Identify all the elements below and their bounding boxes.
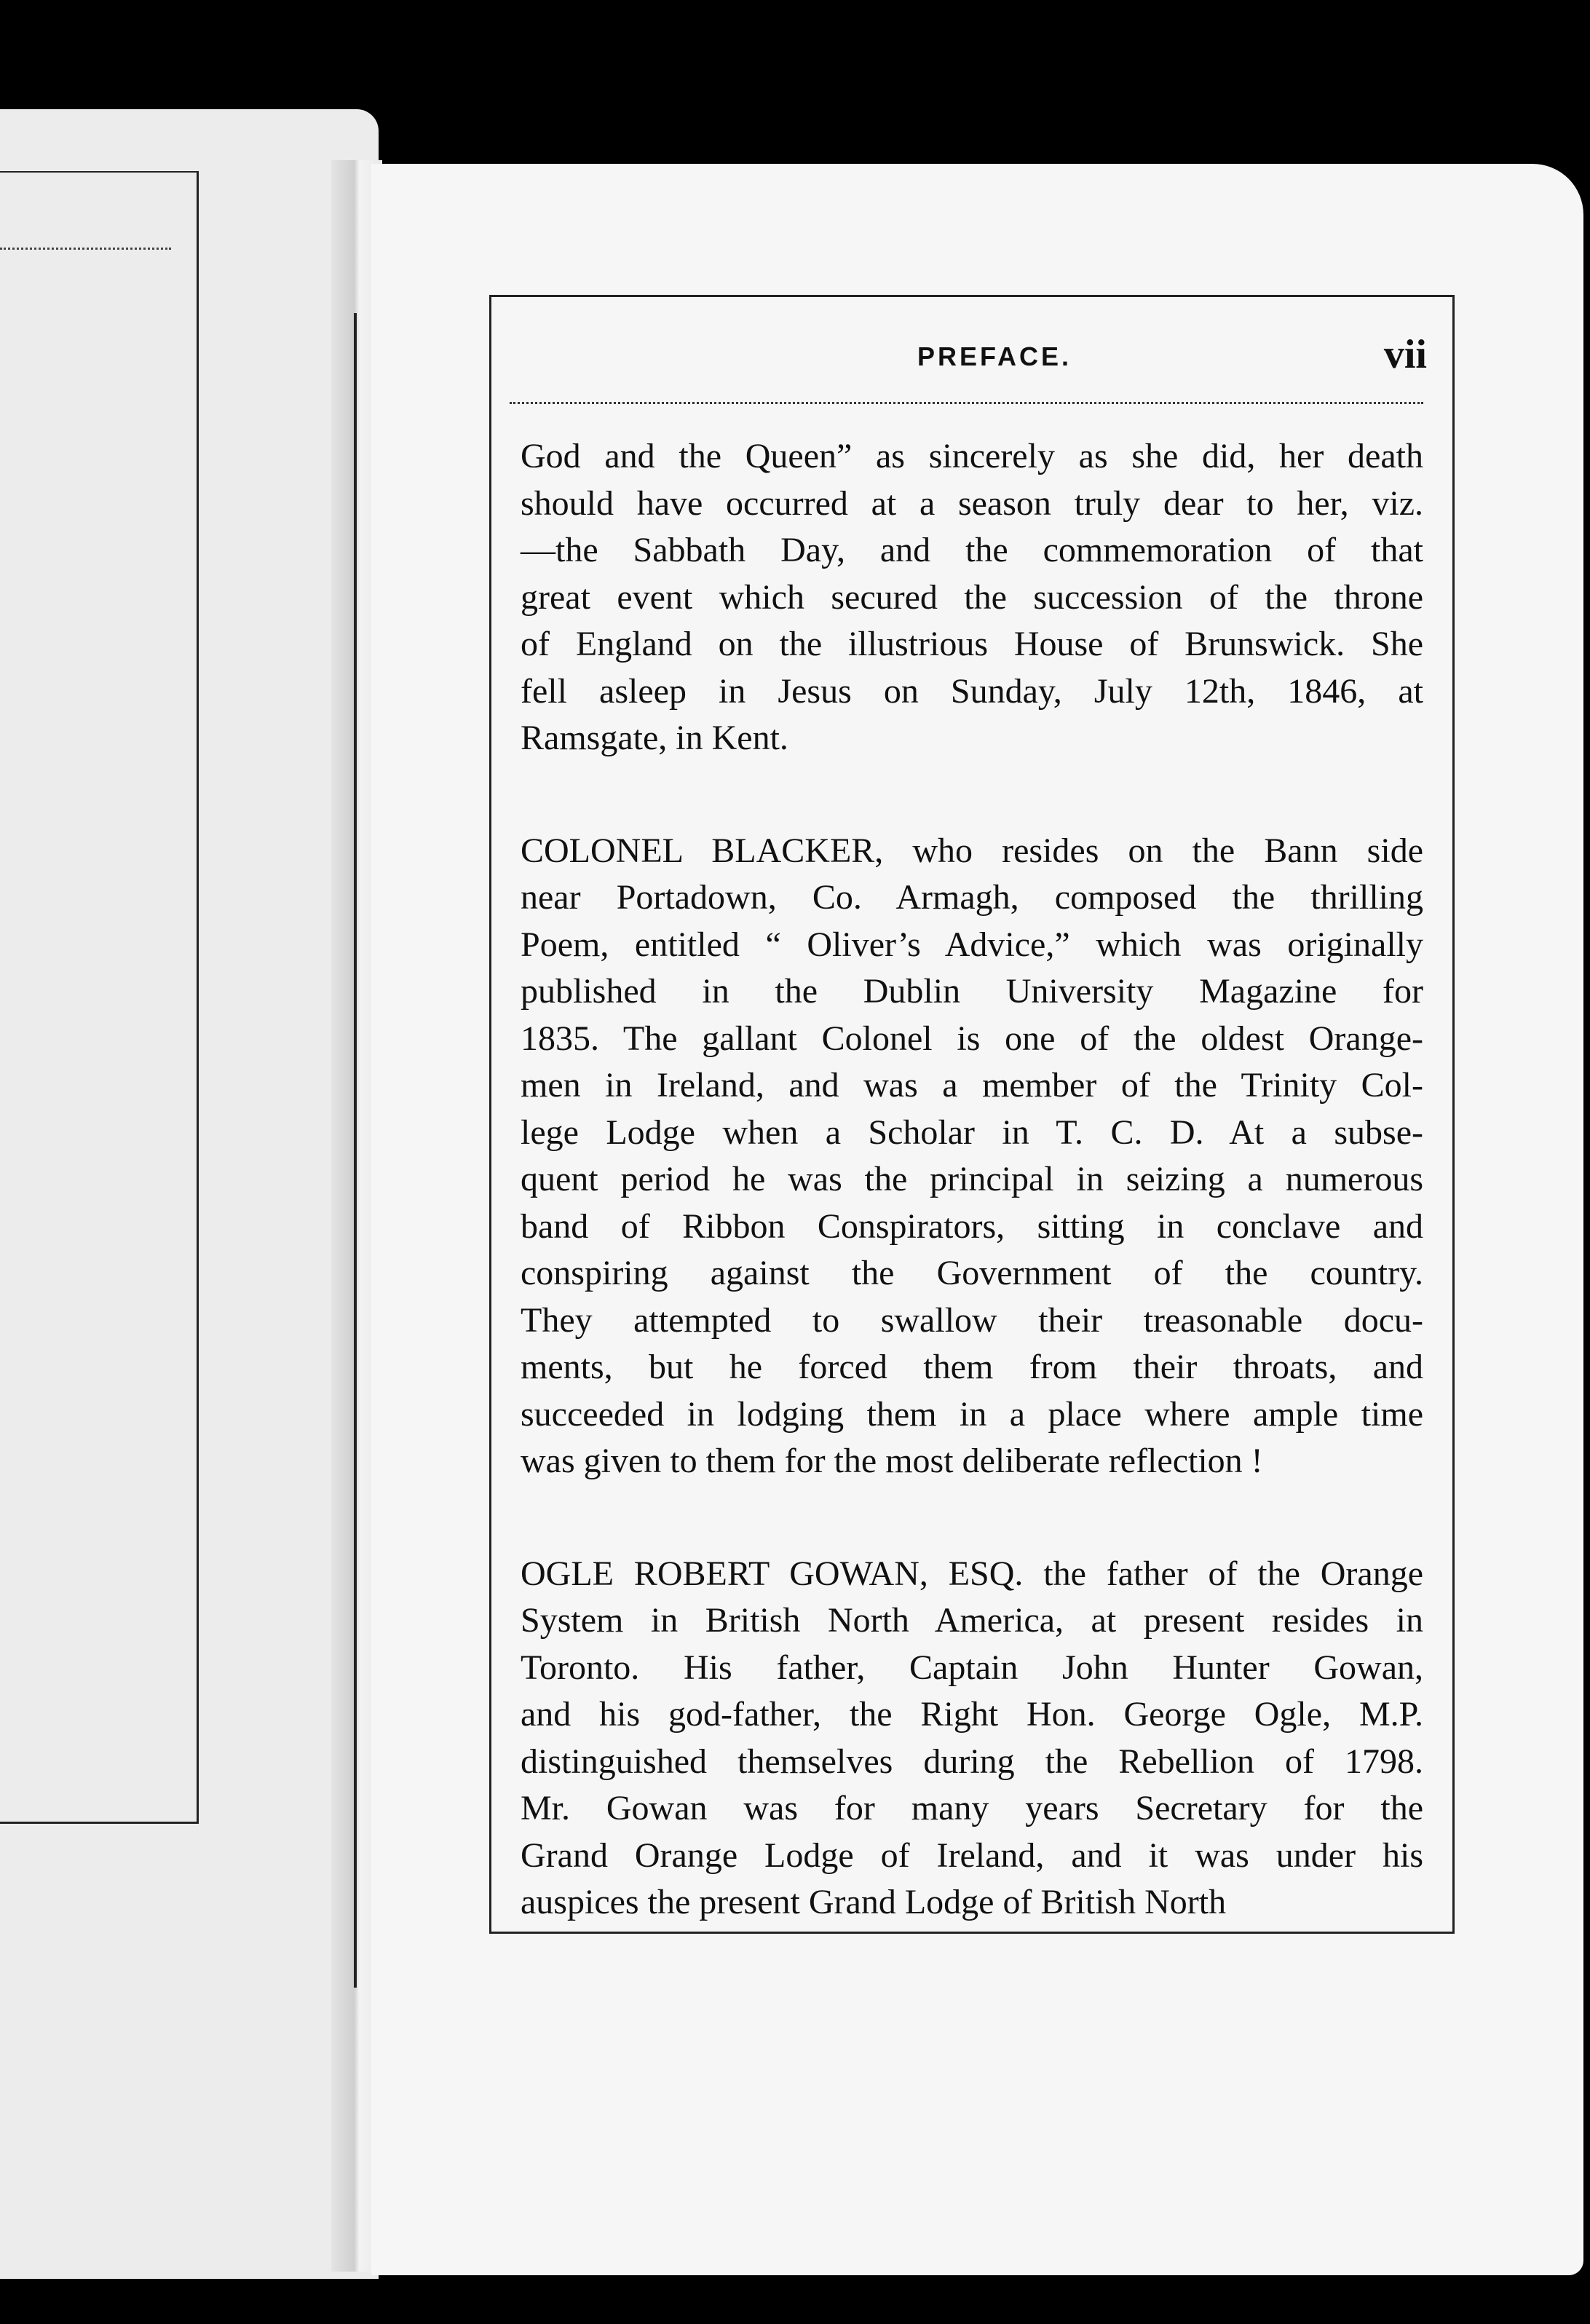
text-line: COLONEL BLACKER, who resides on the Bann side [521, 831, 1423, 870]
ornamental-rule [510, 393, 1423, 404]
text-line: of England on the illustrious House of Brunswick. She [521, 625, 1423, 663]
text-line: Ramsgate, in Kent. [521, 719, 788, 757]
text-line: 1835. The gallant Colonel is one of the oldest Orange- [521, 1019, 1423, 1058]
text-line: lege Lodge when a Scholar in T. C. D. At a subse- [521, 1112, 1423, 1152]
running-header [510, 331, 1434, 390]
text-line: —the Sabbath Day, and the commemoration of that [521, 531, 1423, 569]
paragraph [521, 433, 1423, 762]
page-number: vii [1383, 332, 1427, 377]
text-line: Toronto. His father, Captain John Hunter Gowan, [521, 1648, 1423, 1687]
page-title: PREFACE. [917, 341, 1072, 371]
text-line: near Portadown, Co. Armagh, composed the thrilling [521, 878, 1423, 917]
body-text [521, 433, 1423, 1926]
text-line: God and the Queen” as sincerely as she did, her death [521, 437, 1423, 475]
text-line: band of Ribbon Conspirators, sitting in conclave and [521, 1206, 1423, 1246]
text-line: System in British North America, at present resides in [521, 1601, 1423, 1640]
paragraph [521, 1551, 1423, 1926]
text-line: succeeded in lodging them in a place where ample time [521, 1394, 1423, 1434]
text-line: was given to them for the most deliberate reflection ! [521, 1442, 1263, 1480]
text-line: Poem, entitled “ Oliver’s Advice,” which was originally [521, 925, 1423, 964]
text-line: published in the Dublin University Magazine for [521, 972, 1423, 1011]
text-line: conspiring against the Government of the country. [521, 1254, 1423, 1292]
binding-thread [354, 313, 357, 1988]
text-line: men in Ireland, and was a member of the Trinity Col- [521, 1066, 1423, 1104]
text-line: Grand Orange Lodge of Ireland, and it was under his [521, 1835, 1423, 1875]
text-line: Mr. Gowan was for many years Secretary for the [521, 1789, 1423, 1827]
text-line: auspices the present Grand Lodge of British North [521, 1883, 1227, 1921]
text-line: should have occurred at a season truly dear to her, viz. [521, 483, 1423, 523]
left-ornamental-rule [0, 240, 171, 250]
paragraph [521, 828, 1423, 1485]
text-line: OGLE ROBERT GOWAN, ESQ. the father of the Orange [521, 1554, 1423, 1593]
text-line: and his god-father, the Right Hon. George Ogle, M.P. [521, 1695, 1423, 1734]
text-line: fell asleep in Jesus on Sunday, July 12th, 1846, at [521, 671, 1423, 711]
text-line: distinguished themselves during the Rebellion of 1798. [521, 1742, 1423, 1781]
text-line: ments, but he forced them from their throats, and [521, 1348, 1423, 1386]
left-page-frame [0, 171, 199, 1824]
text-line: great event which secured the succession of the throne [521, 577, 1423, 617]
text-line: They attempted to swallow their treasonable docu- [521, 1300, 1423, 1340]
text-line: quent period he was the principal in seizing a numerous [521, 1160, 1423, 1198]
